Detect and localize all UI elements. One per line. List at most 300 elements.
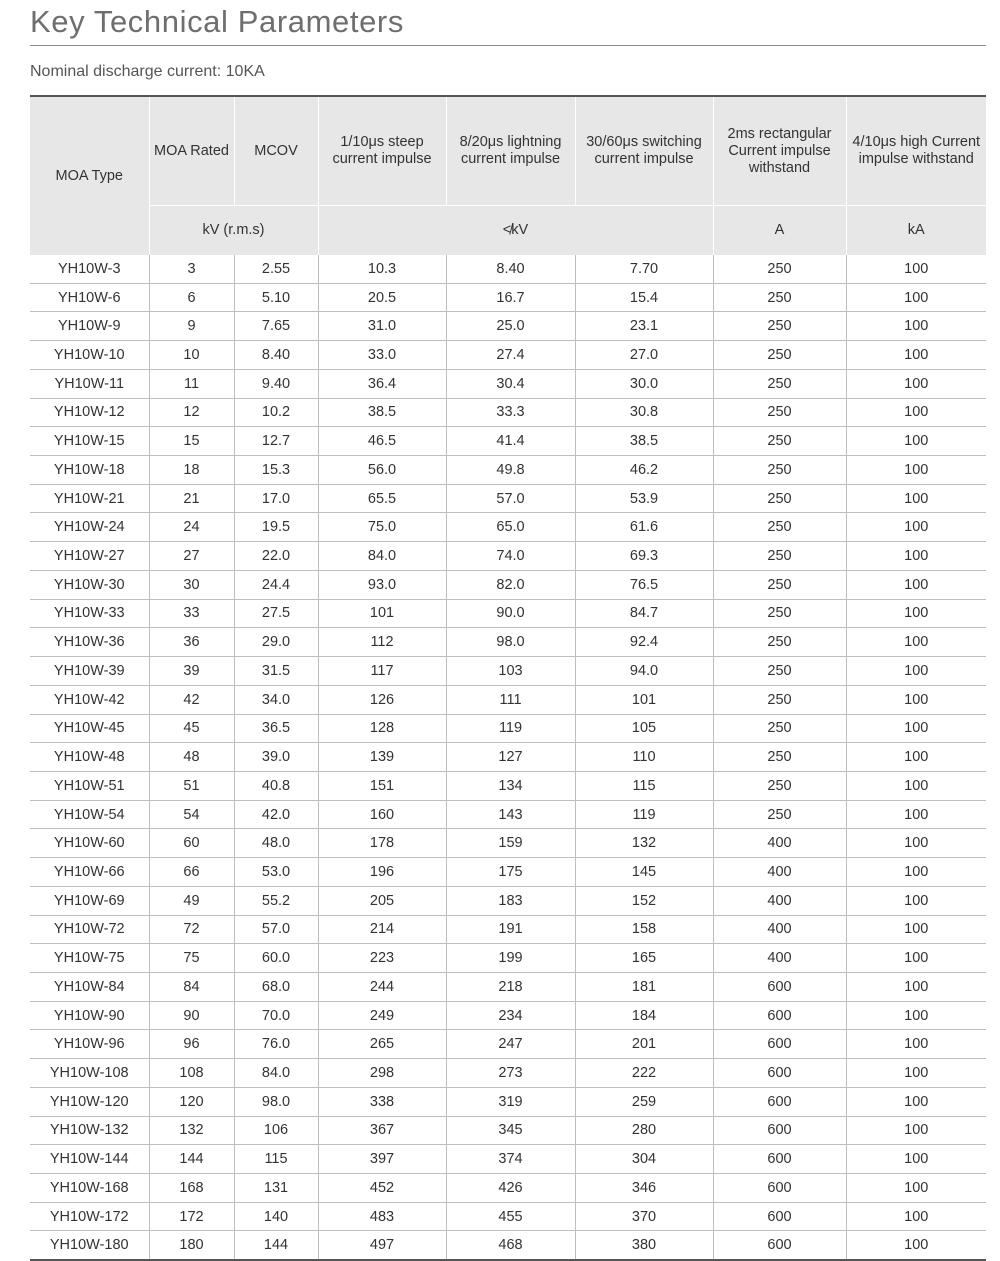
cell-steep-impulse: 223 bbox=[318, 944, 446, 973]
header-high-current-withstand: 4/10μs high Current impulse withstand bbox=[846, 97, 986, 206]
cell-moa-type: YH10W-69 bbox=[30, 886, 149, 915]
cell-rectangular-withstand: 250 bbox=[713, 427, 846, 456]
cell-steep-impulse: 56.0 bbox=[318, 456, 446, 485]
cell-mcov: 70.0 bbox=[234, 1001, 318, 1030]
cell-lightning-impulse: 90.0 bbox=[446, 599, 575, 628]
cell-rectangular-withstand: 250 bbox=[713, 341, 846, 370]
cell-mcov: 27.5 bbox=[234, 599, 318, 628]
cell-moa-rated: 30 bbox=[149, 570, 234, 599]
cell-rectangular-withstand: 400 bbox=[713, 858, 846, 887]
cell-steep-impulse: 93.0 bbox=[318, 570, 446, 599]
cell-lightning-impulse: 74.0 bbox=[446, 542, 575, 571]
unit-ampere: A bbox=[713, 206, 846, 256]
cell-lightning-impulse: 218 bbox=[446, 972, 575, 1001]
cell-rectangular-withstand: 250 bbox=[713, 771, 846, 800]
cell-mcov: 17.0 bbox=[234, 484, 318, 513]
cell-steep-impulse: 397 bbox=[318, 1145, 446, 1174]
cell-steep-impulse: 36.4 bbox=[318, 369, 446, 398]
table-header bbox=[30, 97, 986, 255]
cell-rectangular-withstand: 400 bbox=[713, 886, 846, 915]
cell-lightning-impulse: 345 bbox=[446, 1116, 575, 1145]
cell-rectangular-withstand: 250 bbox=[713, 542, 846, 571]
cell-high-current-withstand: 100 bbox=[846, 513, 986, 542]
table-row bbox=[30, 1174, 986, 1203]
cell-switching-impulse: 201 bbox=[575, 1030, 713, 1059]
cell-moa-type: YH10W-24 bbox=[30, 513, 149, 542]
cell-mcov: 7.65 bbox=[234, 312, 318, 341]
cell-steep-impulse: 112 bbox=[318, 628, 446, 657]
cell-high-current-withstand: 100 bbox=[846, 1001, 986, 1030]
cell-moa-type: YH10W-96 bbox=[30, 1030, 149, 1059]
table-row bbox=[30, 685, 986, 714]
cell-mcov: 19.5 bbox=[234, 513, 318, 542]
cell-high-current-withstand: 100 bbox=[846, 628, 986, 657]
cell-lightning-impulse: 119 bbox=[446, 714, 575, 743]
table-row bbox=[30, 312, 986, 341]
cell-lightning-impulse: 234 bbox=[446, 1001, 575, 1030]
cell-rectangular-withstand: 600 bbox=[713, 1202, 846, 1231]
cell-steep-impulse: 196 bbox=[318, 858, 446, 887]
cell-rectangular-withstand: 250 bbox=[713, 570, 846, 599]
cell-lightning-impulse: 374 bbox=[446, 1145, 575, 1174]
header-moa-rated: MOA Rated bbox=[149, 97, 234, 206]
cell-steep-impulse: 20.5 bbox=[318, 283, 446, 312]
cell-moa-type: YH10W-42 bbox=[30, 685, 149, 714]
cell-rectangular-withstand: 600 bbox=[713, 1145, 846, 1174]
cell-high-current-withstand: 100 bbox=[846, 858, 986, 887]
cell-high-current-withstand: 100 bbox=[846, 685, 986, 714]
cell-steep-impulse: 214 bbox=[318, 915, 446, 944]
cell-switching-impulse: 158 bbox=[575, 915, 713, 944]
cell-steep-impulse: 126 bbox=[318, 685, 446, 714]
table-row bbox=[30, 886, 986, 915]
cell-moa-rated: 3 bbox=[149, 255, 234, 283]
table-row bbox=[30, 513, 986, 542]
cell-lightning-impulse: 25.0 bbox=[446, 312, 575, 341]
cell-high-current-withstand: 100 bbox=[846, 771, 986, 800]
cell-moa-rated: 18 bbox=[149, 456, 234, 485]
cell-lightning-impulse: 159 bbox=[446, 829, 575, 858]
cell-switching-impulse: 165 bbox=[575, 944, 713, 973]
cell-moa-rated: 48 bbox=[149, 743, 234, 772]
cell-switching-impulse: 53.9 bbox=[575, 484, 713, 513]
cell-steep-impulse: 367 bbox=[318, 1116, 446, 1145]
cell-steep-impulse: 483 bbox=[318, 1202, 446, 1231]
cell-switching-impulse: 304 bbox=[575, 1145, 713, 1174]
cell-rectangular-withstand: 250 bbox=[713, 484, 846, 513]
cell-moa-rated: 49 bbox=[149, 886, 234, 915]
cell-rectangular-withstand: 250 bbox=[713, 628, 846, 657]
cell-moa-type: YH10W-54 bbox=[30, 800, 149, 829]
cell-high-current-withstand: 100 bbox=[846, 341, 986, 370]
cell-lightning-impulse: 134 bbox=[446, 771, 575, 800]
cell-moa-type: YH10W-12 bbox=[30, 398, 149, 427]
cell-high-current-withstand: 100 bbox=[846, 542, 986, 571]
cell-high-current-withstand: 100 bbox=[846, 398, 986, 427]
cell-moa-rated: 84 bbox=[149, 972, 234, 1001]
cell-mcov: 115 bbox=[234, 1145, 318, 1174]
cell-moa-rated: 172 bbox=[149, 1202, 234, 1231]
cell-mcov: 39.0 bbox=[234, 743, 318, 772]
cell-switching-impulse: 92.4 bbox=[575, 628, 713, 657]
cell-moa-type: YH10W-21 bbox=[30, 484, 149, 513]
cell-lightning-impulse: 65.0 bbox=[446, 513, 575, 542]
cell-switching-impulse: 69.3 bbox=[575, 542, 713, 571]
cell-steep-impulse: 31.0 bbox=[318, 312, 446, 341]
cell-moa-type: YH10W-39 bbox=[30, 657, 149, 686]
cell-mcov: 12.7 bbox=[234, 427, 318, 456]
cell-switching-impulse: 101 bbox=[575, 685, 713, 714]
cell-rectangular-withstand: 250 bbox=[713, 255, 846, 283]
cell-moa-type: YH10W-90 bbox=[30, 1001, 149, 1030]
cell-moa-type: YH10W-45 bbox=[30, 714, 149, 743]
cell-rectangular-withstand: 600 bbox=[713, 1231, 846, 1259]
cell-lightning-impulse: 127 bbox=[446, 743, 575, 772]
cell-switching-impulse: 132 bbox=[575, 829, 713, 858]
cell-moa-rated: 6 bbox=[149, 283, 234, 312]
cell-steep-impulse: 205 bbox=[318, 886, 446, 915]
cell-switching-impulse: 105 bbox=[575, 714, 713, 743]
page-title: Key Technical Parameters bbox=[30, 4, 404, 39]
cell-mcov: 98.0 bbox=[234, 1087, 318, 1116]
cell-switching-impulse: 184 bbox=[575, 1001, 713, 1030]
cell-steep-impulse: 84.0 bbox=[318, 542, 446, 571]
cell-rectangular-withstand: 250 bbox=[713, 369, 846, 398]
cell-mcov: 36.5 bbox=[234, 714, 318, 743]
cell-switching-impulse: 346 bbox=[575, 1174, 713, 1203]
cell-rectangular-withstand: 250 bbox=[713, 714, 846, 743]
cell-moa-rated: 12 bbox=[149, 398, 234, 427]
cell-steep-impulse: 65.5 bbox=[318, 484, 446, 513]
cell-lightning-impulse: 247 bbox=[446, 1030, 575, 1059]
cell-steep-impulse: 298 bbox=[318, 1059, 446, 1088]
cell-moa-type: YH10W-48 bbox=[30, 743, 149, 772]
cell-moa-rated: 39 bbox=[149, 657, 234, 686]
cell-moa-type: YH10W-36 bbox=[30, 628, 149, 657]
table-row bbox=[30, 570, 986, 599]
cell-lightning-impulse: 30.4 bbox=[446, 369, 575, 398]
table-row bbox=[30, 484, 986, 513]
cell-mcov: 29.0 bbox=[234, 628, 318, 657]
cell-moa-rated: 15 bbox=[149, 427, 234, 456]
cell-high-current-withstand: 100 bbox=[846, 1202, 986, 1231]
cell-switching-impulse: 38.5 bbox=[575, 427, 713, 456]
cell-moa-type: YH10W-51 bbox=[30, 771, 149, 800]
cell-mcov: 8.40 bbox=[234, 341, 318, 370]
cell-steep-impulse: 265 bbox=[318, 1030, 446, 1059]
cell-moa-type: YH10W-30 bbox=[30, 570, 149, 599]
header-row bbox=[30, 97, 986, 206]
cell-moa-rated: 132 bbox=[149, 1116, 234, 1145]
cell-rectangular-withstand: 250 bbox=[713, 513, 846, 542]
cell-moa-rated: 60 bbox=[149, 829, 234, 858]
cell-rectangular-withstand: 250 bbox=[713, 312, 846, 341]
table-row bbox=[30, 743, 986, 772]
cell-moa-type: YH10W-11 bbox=[30, 369, 149, 398]
cell-switching-impulse: 61.6 bbox=[575, 513, 713, 542]
cell-high-current-withstand: 100 bbox=[846, 1030, 986, 1059]
cell-high-current-withstand: 100 bbox=[846, 1087, 986, 1116]
cell-moa-rated: 36 bbox=[149, 628, 234, 657]
cell-moa-type: YH10W-120 bbox=[30, 1087, 149, 1116]
cell-lightning-impulse: 455 bbox=[446, 1202, 575, 1231]
table-row bbox=[30, 283, 986, 312]
cell-high-current-withstand: 100 bbox=[846, 944, 986, 973]
cell-mcov: 106 bbox=[234, 1116, 318, 1145]
cell-high-current-withstand: 100 bbox=[846, 1116, 986, 1145]
cell-steep-impulse: 46.5 bbox=[318, 427, 446, 456]
cell-moa-rated: 168 bbox=[149, 1174, 234, 1203]
table-row bbox=[30, 255, 986, 283]
table-row bbox=[30, 771, 986, 800]
table-row bbox=[30, 398, 986, 427]
cell-moa-rated: 75 bbox=[149, 944, 234, 973]
cell-high-current-withstand: 100 bbox=[846, 456, 986, 485]
cell-mcov: 5.10 bbox=[234, 283, 318, 312]
header-lightning-impulse: 8/20μs lightning current impulse bbox=[446, 97, 575, 206]
cell-moa-type: YH10W-132 bbox=[30, 1116, 149, 1145]
cell-lightning-impulse: 8.40 bbox=[446, 255, 575, 283]
cell-steep-impulse: 128 bbox=[318, 714, 446, 743]
cell-moa-rated: 51 bbox=[149, 771, 234, 800]
cell-moa-type: YH10W-60 bbox=[30, 829, 149, 858]
cell-lightning-impulse: 41.4 bbox=[446, 427, 575, 456]
cell-steep-impulse: 249 bbox=[318, 1001, 446, 1030]
table-row bbox=[30, 542, 986, 571]
cell-lightning-impulse: 143 bbox=[446, 800, 575, 829]
cell-high-current-withstand: 100 bbox=[846, 886, 986, 915]
cell-lightning-impulse: 111 bbox=[446, 685, 575, 714]
cell-mcov: 42.0 bbox=[234, 800, 318, 829]
cell-steep-impulse: 452 bbox=[318, 1174, 446, 1203]
header-moa-type: MOA Type bbox=[30, 97, 149, 255]
cell-rectangular-withstand: 250 bbox=[713, 657, 846, 686]
cell-mcov: 55.2 bbox=[234, 886, 318, 915]
cell-moa-rated: 21 bbox=[149, 484, 234, 513]
table-row bbox=[30, 341, 986, 370]
title-divider bbox=[30, 45, 986, 46]
cell-moa-rated: 72 bbox=[149, 915, 234, 944]
cell-high-current-withstand: 100 bbox=[846, 1059, 986, 1088]
cell-lightning-impulse: 319 bbox=[446, 1087, 575, 1116]
cell-steep-impulse: 33.0 bbox=[318, 341, 446, 370]
cell-mcov: 40.8 bbox=[234, 771, 318, 800]
parameters-table-container bbox=[30, 95, 986, 1261]
cell-mcov: 34.0 bbox=[234, 685, 318, 714]
cell-high-current-withstand: 100 bbox=[846, 657, 986, 686]
cell-steep-impulse: 117 bbox=[318, 657, 446, 686]
cell-moa-type: YH10W-84 bbox=[30, 972, 149, 1001]
unit-kiloampere: kA bbox=[846, 206, 986, 256]
cell-moa-rated: 45 bbox=[149, 714, 234, 743]
cell-rectangular-withstand: 600 bbox=[713, 1030, 846, 1059]
cell-lightning-impulse: 82.0 bbox=[446, 570, 575, 599]
header-rectangular-withstand: 2ms rectangular Current impulse withstand bbox=[713, 97, 846, 206]
cell-switching-impulse: 30.0 bbox=[575, 369, 713, 398]
cell-lightning-impulse: 98.0 bbox=[446, 628, 575, 657]
cell-rectangular-withstand: 400 bbox=[713, 915, 846, 944]
table-row bbox=[30, 1030, 986, 1059]
cell-moa-rated: 144 bbox=[149, 1145, 234, 1174]
cell-lightning-impulse: 273 bbox=[446, 1059, 575, 1088]
cell-mcov: 68.0 bbox=[234, 972, 318, 1001]
cell-high-current-withstand: 100 bbox=[846, 1231, 986, 1259]
cell-high-current-withstand: 100 bbox=[846, 743, 986, 772]
cell-switching-impulse: 46.2 bbox=[575, 456, 713, 485]
table-row bbox=[30, 628, 986, 657]
cell-switching-impulse: 23.1 bbox=[575, 312, 713, 341]
unit-kv-rms: kV (r.m.s) bbox=[149, 206, 318, 256]
cell-steep-impulse: 10.3 bbox=[318, 255, 446, 283]
cell-high-current-withstand: 100 bbox=[846, 1145, 986, 1174]
cell-moa-rated: 180 bbox=[149, 1231, 234, 1259]
cell-high-current-withstand: 100 bbox=[846, 714, 986, 743]
cell-rectangular-withstand: 400 bbox=[713, 944, 846, 973]
cell-steep-impulse: 151 bbox=[318, 771, 446, 800]
cell-switching-impulse: 15.4 bbox=[575, 283, 713, 312]
cell-moa-rated: 108 bbox=[149, 1059, 234, 1088]
table-row bbox=[30, 1145, 986, 1174]
cell-switching-impulse: 119 bbox=[575, 800, 713, 829]
table-row bbox=[30, 714, 986, 743]
cell-moa-type: YH10W-144 bbox=[30, 1145, 149, 1174]
cell-steep-impulse: 178 bbox=[318, 829, 446, 858]
cell-rectangular-withstand: 250 bbox=[713, 456, 846, 485]
cell-switching-impulse: 84.7 bbox=[575, 599, 713, 628]
cell-mcov: 15.3 bbox=[234, 456, 318, 485]
cell-mcov: 2.55 bbox=[234, 255, 318, 283]
cell-moa-type: YH10W-172 bbox=[30, 1202, 149, 1231]
cell-moa-type: YH10W-66 bbox=[30, 858, 149, 887]
cell-mcov: 131 bbox=[234, 1174, 318, 1203]
cell-mcov: 48.0 bbox=[234, 829, 318, 858]
cell-lightning-impulse: 199 bbox=[446, 944, 575, 973]
cell-moa-type: YH10W-72 bbox=[30, 915, 149, 944]
cell-lightning-impulse: 103 bbox=[446, 657, 575, 686]
cell-moa-rated: 24 bbox=[149, 513, 234, 542]
cell-moa-rated: 90 bbox=[149, 1001, 234, 1030]
table-row bbox=[30, 427, 986, 456]
header-mcov: MCOV bbox=[234, 97, 318, 206]
cell-high-current-withstand: 100 bbox=[846, 599, 986, 628]
cell-moa-type: YH10W-9 bbox=[30, 312, 149, 341]
cell-switching-impulse: 370 bbox=[575, 1202, 713, 1231]
table-row bbox=[30, 1059, 986, 1088]
cell-mcov: 31.5 bbox=[234, 657, 318, 686]
cell-switching-impulse: 94.0 bbox=[575, 657, 713, 686]
table-row bbox=[30, 1001, 986, 1030]
cell-switching-impulse: 145 bbox=[575, 858, 713, 887]
cell-moa-rated: 42 bbox=[149, 685, 234, 714]
cell-switching-impulse: 7.70 bbox=[575, 255, 713, 283]
cell-steep-impulse: 497 bbox=[318, 1231, 446, 1259]
cell-rectangular-withstand: 250 bbox=[713, 685, 846, 714]
table-row bbox=[30, 456, 986, 485]
cell-rectangular-withstand: 250 bbox=[713, 599, 846, 628]
cell-high-current-withstand: 100 bbox=[846, 1174, 986, 1203]
cell-rectangular-withstand: 600 bbox=[713, 1087, 846, 1116]
parameters-table bbox=[30, 97, 986, 1259]
cell-switching-impulse: 280 bbox=[575, 1116, 713, 1145]
table-row bbox=[30, 858, 986, 887]
cell-moa-type: YH10W-15 bbox=[30, 427, 149, 456]
table-row bbox=[30, 1087, 986, 1116]
cell-mcov: 10.2 bbox=[234, 398, 318, 427]
cell-moa-rated: 66 bbox=[149, 858, 234, 887]
cell-mcov: 9.40 bbox=[234, 369, 318, 398]
cell-moa-rated: 54 bbox=[149, 800, 234, 829]
cell-rectangular-withstand: 600 bbox=[713, 1116, 846, 1145]
cell-mcov: 22.0 bbox=[234, 542, 318, 571]
cell-lightning-impulse: 33.3 bbox=[446, 398, 575, 427]
cell-moa-rated: 9 bbox=[149, 312, 234, 341]
page-subtitle: Nominal discharge current: 10KA bbox=[30, 63, 265, 80]
cell-moa-rated: 120 bbox=[149, 1087, 234, 1116]
cell-rectangular-withstand: 600 bbox=[713, 1001, 846, 1030]
cell-mcov: 140 bbox=[234, 1202, 318, 1231]
cell-steep-impulse: 38.5 bbox=[318, 398, 446, 427]
cell-high-current-withstand: 100 bbox=[846, 312, 986, 341]
unit-residual-kv: ≮kV bbox=[318, 206, 713, 256]
cell-lightning-impulse: 57.0 bbox=[446, 484, 575, 513]
cell-moa-type: YH10W-108 bbox=[30, 1059, 149, 1088]
cell-rectangular-withstand: 250 bbox=[713, 398, 846, 427]
table-row bbox=[30, 657, 986, 686]
table-row bbox=[30, 944, 986, 973]
table-row bbox=[30, 915, 986, 944]
cell-lightning-impulse: 175 bbox=[446, 858, 575, 887]
cell-moa-type: YH10W-3 bbox=[57, 260, 121, 277]
cell-moa-type: YH10W-180 bbox=[30, 1231, 149, 1259]
cell-high-current-withstand: 100 bbox=[846, 829, 986, 858]
cell-moa-rated: 11 bbox=[149, 369, 234, 398]
cell-moa-type: YH10W-75 bbox=[30, 944, 149, 973]
cell-moa-type: YH10W-168 bbox=[30, 1174, 149, 1203]
cell-steep-impulse: 160 bbox=[318, 800, 446, 829]
cell-mcov: 84.0 bbox=[234, 1059, 318, 1088]
cell-moa-type: YH10W-10 bbox=[30, 341, 149, 370]
cell-rectangular-withstand: 600 bbox=[713, 1059, 846, 1088]
cell-steep-impulse: 244 bbox=[318, 972, 446, 1001]
cell-moa-rated: 96 bbox=[149, 1030, 234, 1059]
cell-switching-impulse: 110 bbox=[575, 743, 713, 772]
cell-high-current-withstand: 100 bbox=[846, 255, 986, 283]
cell-high-current-withstand: 100 bbox=[846, 484, 986, 513]
cell-switching-impulse: 152 bbox=[575, 886, 713, 915]
table-row bbox=[30, 829, 986, 858]
cell-switching-impulse: 115 bbox=[575, 771, 713, 800]
cell-mcov: 60.0 bbox=[234, 944, 318, 973]
cell-lightning-impulse: 183 bbox=[446, 886, 575, 915]
cell-moa-rated: 33 bbox=[149, 599, 234, 628]
cell-switching-impulse: 30.8 bbox=[575, 398, 713, 427]
cell-switching-impulse: 259 bbox=[575, 1087, 713, 1116]
table-body bbox=[30, 255, 986, 1259]
cell-lightning-impulse: 16.7 bbox=[446, 283, 575, 312]
cell-moa-type: YH10W-33 bbox=[30, 599, 149, 628]
cell-moa-type: YH10W-27 bbox=[30, 542, 149, 571]
cell-switching-impulse: 222 bbox=[575, 1059, 713, 1088]
cell-mcov: 53.0 bbox=[234, 858, 318, 887]
cell-steep-impulse: 101 bbox=[318, 599, 446, 628]
table-row bbox=[30, 599, 986, 628]
cell-moa-rated: 27 bbox=[149, 542, 234, 571]
cell-lightning-impulse: 426 bbox=[446, 1174, 575, 1203]
cell-high-current-withstand: 100 bbox=[846, 570, 986, 599]
table-row bbox=[30, 972, 986, 1001]
cell-steep-impulse: 75.0 bbox=[318, 513, 446, 542]
table-row bbox=[30, 1231, 986, 1259]
